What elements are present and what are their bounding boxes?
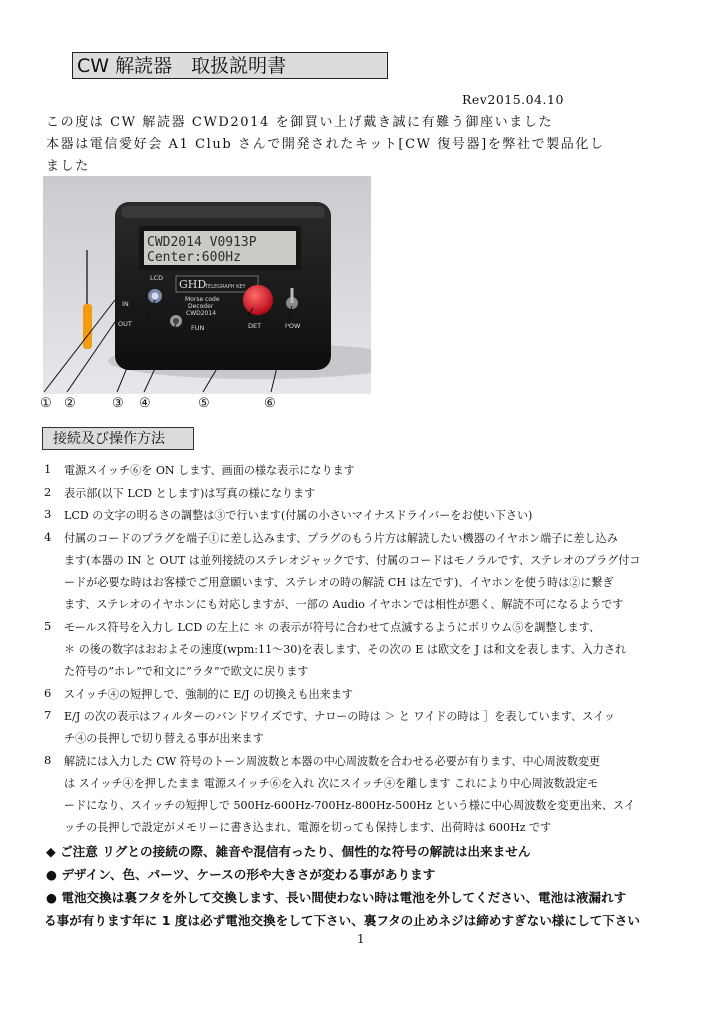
item-8-line-2: は スイッチ④を押したまま 電源スイッチ⑥を入れ 次にスイッチ④を離します これにより中心周波数設定モ bbox=[64, 777, 599, 790]
marker-3: ③ bbox=[112, 396, 124, 411]
item-6-line: スイッチ④の短押しで、強制的に E/J の切換えも出来ます bbox=[64, 688, 353, 701]
logo-subtext: TELEGRAPH KEY bbox=[205, 284, 246, 290]
item-number: 8 bbox=[44, 753, 52, 767]
item-number: 5 bbox=[44, 619, 52, 633]
photo-markers bbox=[40, 396, 340, 414]
logo-text: GHD bbox=[179, 278, 207, 291]
decoder-label-2: Decoder bbox=[188, 303, 214, 310]
item-8-line-3: ードになり、スイッチの短押しで 500Hz-600Hz-700Hz-800Hz-500Hz という様に中心周波数を変更出来、スイ bbox=[64, 799, 635, 812]
label-in: IN bbox=[122, 300, 129, 308]
item-number: 4 bbox=[44, 530, 52, 544]
item-number: 6 bbox=[44, 686, 52, 700]
intro-line-2: 本器は電信愛好会 A1 Club さんで開発されたキット[CW 復号器]を弊社で製品化し bbox=[46, 137, 605, 152]
item-7-line-1: E/J の次の表示はフィルターのバンドワイズです、ナローの時は ＞ と ワイドの時は ］を表しています、スイッ bbox=[64, 710, 615, 723]
item-number: 2 bbox=[44, 485, 52, 499]
item-5-line-2: ＊ の後の数字はおおよその速度(wpm:11～30)を表します、その次の E は欧文を J は和文を表します、入力され bbox=[64, 643, 627, 656]
marker-5: ⑤ bbox=[198, 396, 210, 411]
lcd-line-1: CWD2014 V0913P bbox=[147, 235, 257, 250]
label-fun: FUN bbox=[191, 324, 205, 332]
label-out: OUT bbox=[118, 320, 132, 328]
battery-note-line-2: る事が有ります年に 1 度は必ず電池交換をして下さい、裏フタの止めネジは締めすぎない様にして下さい bbox=[44, 913, 640, 928]
marker-1: ① bbox=[40, 396, 52, 411]
item-4-line-2: ます(本器の IN と OUT は並列接続のステレオジャックです、付属のコードはモノラルです、ステレオのプラグ付コ bbox=[64, 554, 641, 567]
marker-6: ⑥ bbox=[264, 396, 276, 411]
item-4-line-3: ードが必要な時はお客様でご用意願います、ステレオの時の解読 CH は左です)、イヤホンを使う時は②に繋ぎ bbox=[64, 576, 614, 589]
item-8-line-4: ッチの長押しで設定がメモリーに書き込まれ、電源を切っても保持します、出荷時は 600Hz です bbox=[64, 821, 552, 834]
section-title: 接続及び操作方法 bbox=[42, 427, 194, 450]
item-5-line-3: た符号の”ホレ”で和文に”ラタ”で欧文に戻ります bbox=[64, 665, 309, 678]
item-2-line: 表示部(以下 LCD とします)は写真の様になります bbox=[64, 487, 316, 500]
item-8-line-1: 解読には入力した CW 符号のトーン周波数と本器の中心周波数を合わせる必要が有ります、中心周波数変更 bbox=[64, 755, 601, 768]
label-pow: POW bbox=[285, 322, 301, 330]
intro-line-3: ました bbox=[46, 159, 90, 174]
item-1-line: 電源スイッチ⑥を ON します、画面の様な表示になります bbox=[64, 464, 355, 477]
product-photo bbox=[43, 176, 371, 394]
screwdriver-handle bbox=[83, 304, 92, 349]
item-number: 7 bbox=[44, 708, 52, 722]
marker-4: ④ bbox=[139, 396, 151, 411]
marker-2: ② bbox=[64, 396, 76, 411]
intro-line-1: この度は CW 解読器 CWD2014 を御買い上げ戴き誠に有難う御座いました bbox=[46, 115, 554, 130]
item-7-line-2: チ④の長押しで切り替える事が出来ます bbox=[64, 732, 264, 745]
item-number: 3 bbox=[44, 507, 52, 521]
lcd-line-2: Center:600Hz bbox=[147, 250, 241, 265]
page-number: 1 bbox=[357, 932, 365, 946]
det-knob bbox=[243, 285, 273, 315]
decoder-label-3: CWD2014 bbox=[186, 310, 217, 317]
caution-note: ◆ ご注意 リグとの接続の際、雑音や混信有ったり、個性的な符号の解読は出来ません bbox=[46, 844, 531, 859]
revision-date: Rev2015.04.10 bbox=[462, 92, 564, 107]
document-title: CW 解読器 取扱説明書 bbox=[72, 52, 388, 79]
decoder-label-1: Morse code bbox=[185, 296, 220, 303]
label-lcd: LCD bbox=[150, 274, 164, 282]
battery-note-line-1: ● 電池交換は裏フタを外して交換します、長い間使わない時は電池を外してください、電池は液漏れす bbox=[46, 890, 627, 905]
item-5-line-1: モールス符号を入力し LCD の左上に ＊ の表示が符号に合わせて点滅するようにボリウム⑤を調整します、 bbox=[64, 621, 601, 634]
design-note: ● デザイン、色、パーツ、ケースの形や大きさが変わる事があります bbox=[46, 867, 436, 882]
item-4-line-1: 付属のコードのプラグを端子①に差し込みます、プラグのもう片方は解読したい機器のイヤホン端子に差し込み bbox=[64, 532, 618, 545]
item-number: 1 bbox=[44, 462, 52, 476]
label-det: DET bbox=[248, 322, 262, 330]
item-4-line-4: ます、ステレオのイヤホンにも対応しますが、一部の Audio イヤホンでは相性が悪く、解読不可になるようです bbox=[64, 598, 624, 611]
item-3-line: LCD の文字の明るさの調整は③で行います(付属の小さいマイナスドライバーをお使い下さい) bbox=[64, 509, 533, 522]
